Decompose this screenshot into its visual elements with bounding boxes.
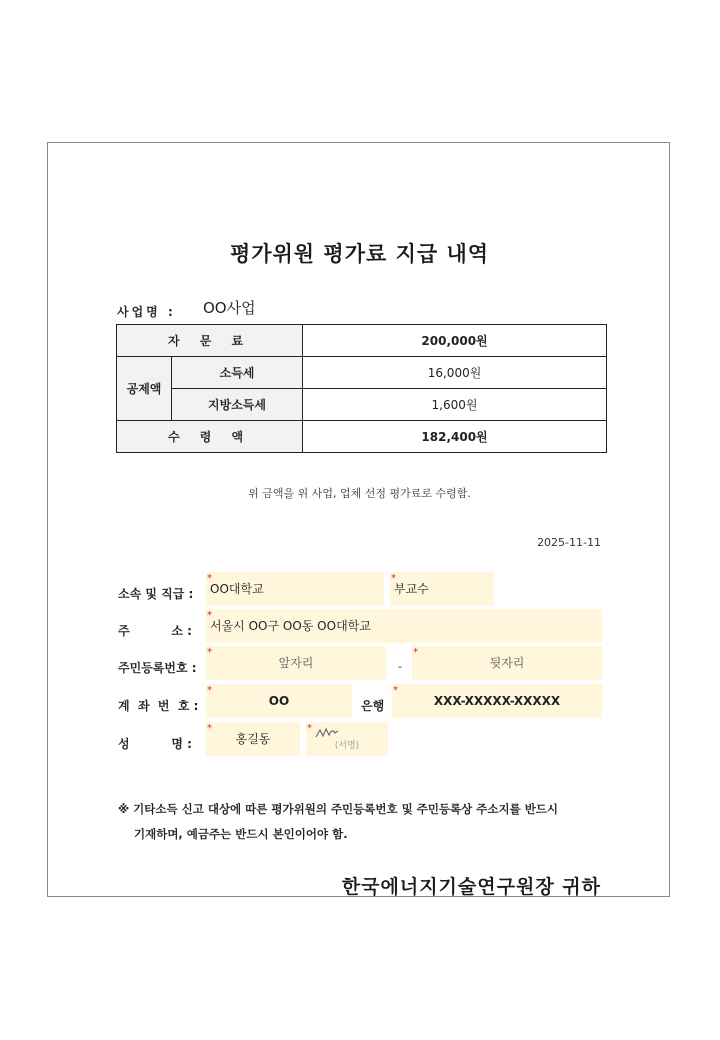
- required-mark: *: [207, 647, 212, 658]
- required-mark: *: [413, 647, 418, 658]
- notice-line-1: ※ 기타소득 신고 대상에 따른 평가위원의 주민등록번호 및 주민등록상 주소지를 반드시: [118, 802, 559, 816]
- affiliation-label: 소속 및 직급 :: [118, 587, 194, 601]
- notice-line-2: 기재하며, 예금주는 반드시 본인이어야 함.: [134, 827, 348, 841]
- address-value: 서울시 OO구 OO동 OO대학교: [210, 619, 371, 633]
- required-mark: *: [207, 573, 212, 584]
- local-tax-value: 1,600원: [303, 389, 607, 421]
- local-tax-label: 지방소득세: [172, 389, 303, 421]
- account-label: 계 좌 번 호 :: [118, 699, 199, 713]
- fee-table: [116, 324, 607, 453]
- table-row: [117, 421, 607, 453]
- account-number-value: XXX-XXXXX-XXXXX: [433, 694, 561, 708]
- income-tax-label: 소득세: [172, 357, 303, 389]
- required-mark: *: [391, 573, 396, 584]
- table-row: [117, 389, 607, 421]
- document-page: [47, 142, 670, 897]
- net-amount-value: 182,400원: [303, 421, 607, 453]
- affiliation-field[interactable]: [206, 572, 384, 606]
- name-label: 성 명 :: [118, 737, 192, 751]
- rrn-label: 주민등록번호 :: [118, 661, 197, 675]
- rrn-front-placeholder: 앞자리: [278, 656, 314, 670]
- business-name-label: 사업명 :: [117, 305, 176, 319]
- signature-caption: (서명): [334, 741, 360, 751]
- deduction-label: 공제액: [117, 357, 172, 421]
- name-field[interactable]: [206, 722, 300, 756]
- table-row: [117, 325, 607, 357]
- table-row: [117, 357, 607, 389]
- bank-name-field[interactable]: [206, 684, 352, 718]
- rrn-separator: -: [398, 660, 402, 673]
- rrn-back-placeholder: 뒷자리: [489, 656, 525, 670]
- required-mark: *: [207, 610, 212, 621]
- document-date: 2025-11-11: [537, 536, 601, 549]
- business-name-value: OO사업: [203, 299, 256, 317]
- document-title: 평가위원 평가료 지급 내역: [229, 242, 490, 266]
- affiliation-value: OO대학교: [210, 582, 264, 596]
- position-value: 부교수: [394, 582, 429, 596]
- rrn-front-field[interactable]: [206, 646, 386, 680]
- required-mark: *: [307, 723, 312, 734]
- name-value: 홍길동: [235, 732, 271, 746]
- rrn-back-field[interactable]: [412, 646, 602, 680]
- net-amount-label: 수 령 액: [117, 421, 303, 453]
- position-field[interactable]: [390, 572, 494, 606]
- account-number-field[interactable]: [392, 684, 602, 718]
- required-mark: *: [393, 685, 398, 696]
- income-tax-value: 16,000원: [303, 357, 607, 389]
- required-mark: *: [207, 685, 212, 696]
- address-field[interactable]: [206, 609, 602, 643]
- signature-field[interactable]: [306, 722, 388, 756]
- recipient-footer: 한국에너지기술연구원장 귀하: [341, 876, 601, 898]
- address-label: 주 소 :: [118, 624, 192, 638]
- fee-label: 자 문 료: [117, 325, 303, 357]
- notice-text: [118, 797, 558, 847]
- bank-name-value: OO: [268, 694, 290, 708]
- receipt-statement: 위 금액을 위 사업, 업체 선정 평가료로 수령함.: [248, 487, 471, 500]
- required-mark: *: [207, 723, 212, 734]
- bank-label: 은행: [361, 699, 385, 713]
- fee-value: 200,000원: [303, 325, 607, 357]
